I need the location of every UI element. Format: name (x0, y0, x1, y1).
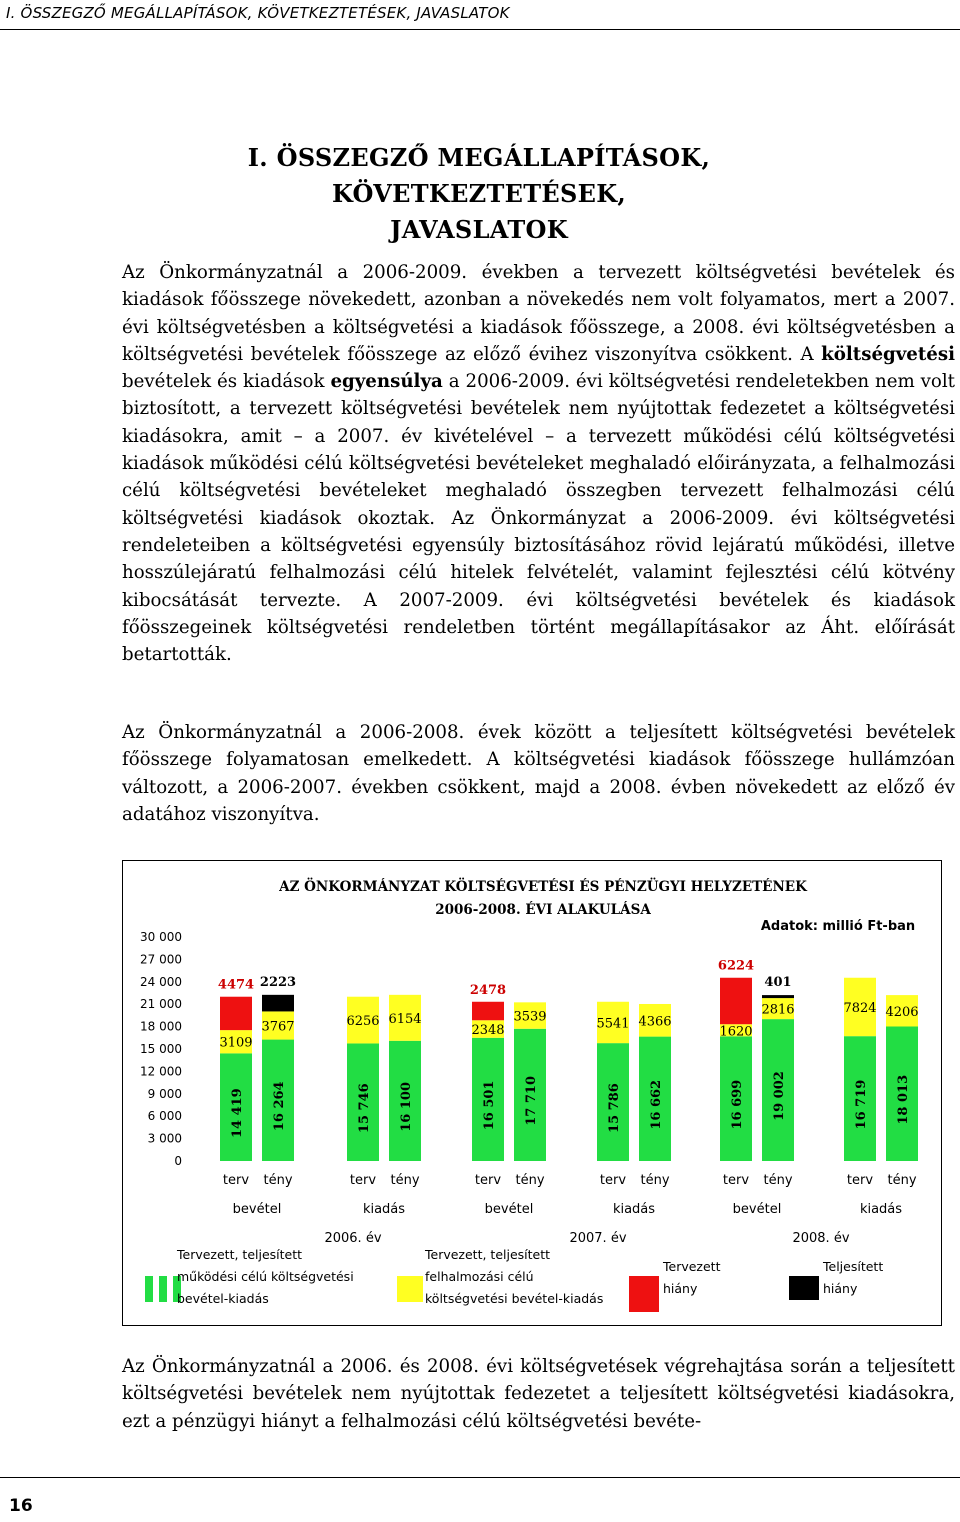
capital-value-label: 6154 (388, 1011, 422, 1027)
realized-deficit-bar-segment (262, 995, 294, 1012)
legend-label: Teljesített (823, 1259, 884, 1274)
capital-value-label: 3539 (513, 1009, 547, 1025)
operating-value-label: 15 746 (357, 1083, 372, 1134)
x-group-label: bevétel (484, 1202, 534, 1217)
planned-deficit-value-label: 4474 (217, 977, 255, 993)
y-tick-label: 0 (174, 1154, 182, 1168)
x-category-label: terv (722, 1173, 750, 1188)
running-header-text: I. ÖSSZEGZŐ MEGÁLLAPÍTÁSOK, KÖVETKEZTETÉSEK, JAVASLATOK (6, 4, 510, 22)
x-category-label: terv (349, 1173, 377, 1188)
paragraph-1 (122, 259, 955, 668)
x-category-label: terv (474, 1173, 502, 1188)
operating-value-label: 16 264 (272, 1081, 287, 1132)
operating-value-label: 16 662 (649, 1079, 664, 1130)
legend-label: bevétel-kiadás (177, 1291, 269, 1306)
y-tick-label: 24 000 (140, 974, 182, 989)
legend-label: Tervezett, teljesített (177, 1247, 303, 1262)
legend-swatch-capital (397, 1276, 423, 1302)
paragraph-1-part2: bevételek és kiadások (122, 371, 331, 393)
planned-deficit-bar-segment (720, 978, 752, 1024)
capital-value-label: 7824 (843, 1000, 877, 1016)
paragraph-1-bold2: egyensúlya (330, 371, 443, 393)
x-year-label: 2007. év (569, 1231, 627, 1246)
x-group-label: kiadás (362, 1202, 406, 1217)
page-number: 16 (9, 1496, 33, 1516)
capital-value-label: 3109 (219, 1035, 253, 1051)
x-group-label: kiadás (859, 1202, 903, 1217)
capital-value-label: 5541 (596, 1016, 630, 1032)
y-tick-label: 3 000 (147, 1131, 182, 1146)
x-category-label: terv (222, 1173, 250, 1188)
operating-value-label: 14 419 (230, 1088, 245, 1139)
capital-value-label: 2816 (761, 1002, 795, 1018)
legend-label: működési célú költségvetési (177, 1269, 354, 1284)
chart-title-line1: AZ ÖNKORMÁNYZAT KÖLTSÉGVETÉSI ÉS PÉNZÜGYI HELYZETÉNEK (279, 879, 807, 895)
x-group-label: bevétel (732, 1202, 782, 1217)
legend-swatch-planned-deficit (629, 1276, 659, 1312)
operating-value-label: 18 013 (896, 1074, 911, 1125)
capital-value-label: 4206 (885, 1004, 919, 1020)
header-rule (0, 29, 960, 30)
y-tick-label: 27 000 (140, 952, 182, 967)
x-category-label: terv (846, 1173, 874, 1188)
y-tick-label: 12 000 (140, 1064, 182, 1079)
x-category-label: tény (763, 1173, 793, 1188)
capital-value-label: 1620 (719, 1024, 753, 1040)
x-category-label: tény (263, 1173, 293, 1188)
operating-value-label: 16 100 (399, 1082, 414, 1132)
chart-title-line2: 2006-2008. ÉVI ALAKULÁSA (435, 902, 651, 918)
paragraph-1-part3: a 2006-2009. évi költségvetési rendeletekben nem volt biztosított, a tervezett költségvetési bevételek nem nyújtottak fedezetet a költségvetési kiadásokra, amit – a 2007. év kivételével – a tervezett működési célú költségvetési kiadások működési célú költségvetési bevételeket meghaladó előirányzata, a felhalmozási célú költségvetési bevételeket meghaladó összegben tervezett felhalmozási célú költségvetési kiadások okoztak. Az Önkormányzat a 2006-2009. évi költségvetési rendeleteiben a költségvetési egyensúly biztosításához rövid lejáratú működési, illetve hosszúlejáratú felhalmozási célú hitelek felvételét, valamint fejlesztési célú kötvény kibocsátását tervezte. A 2007-2009. évi költségvetési bevételek és kiadások főösszegeinek költségvetési rendeletben történt megállapításakor az Áht. előírását betartották. (122, 371, 955, 666)
legend-label: Tervezett (663, 1259, 721, 1274)
footer-rule (0, 1477, 960, 1478)
x-group-label: kiadás (612, 1202, 656, 1217)
legend-label: hiány (823, 1281, 858, 1296)
y-tick-label: 9 000 (147, 1086, 182, 1101)
legend-label: felhalmozási célú (425, 1269, 534, 1284)
capital-value-label: 6256 (346, 1014, 380, 1030)
operating-value-label: 17 710 (524, 1075, 539, 1126)
operating-value-label: 19 002 (772, 1071, 787, 1121)
legend-label: Tervezett, teljesített (425, 1247, 551, 1262)
planned-deficit-bar-segment (472, 1002, 504, 1021)
planned-deficit-value-label: 2478 (469, 982, 507, 998)
operating-value-label: 16 699 (730, 1079, 745, 1130)
chapter-title (122, 140, 836, 248)
operating-value-label: 16 719 (854, 1079, 869, 1130)
legend-swatch-operating (159, 1276, 167, 1302)
y-tick-label: 15 000 (140, 1042, 182, 1056)
paragraph-1-part1: Az Önkormányzatnál a 2006-2009. években a tervezett költségvetési bevételek és kiadások főösszege növekedett, azonban a növekedés nem volt folyamatos, mert a 2007. évi költségvetésben a költségvetési a kiadások főösszege, a 2008. évi költségvetésben a költségvetési bevételek főösszege az előző évihez viszonyítva csökkent. A (122, 262, 955, 365)
y-tick-label: 6 000 (147, 1109, 182, 1124)
capital-value-label: 3767 (261, 1019, 295, 1035)
budget-chart (123, 861, 941, 1325)
chapter-title-line1: I. ÖSSZEGZŐ MEGÁLLAPÍTÁSOK, KÖVETKEZTETÉSEK, (247, 143, 711, 208)
chart-unit-note: Adatok: millió Ft-ban (760, 919, 916, 934)
legend-label: hiány (663, 1281, 698, 1296)
legend-label: költségvetési bevétel-kiadás (425, 1291, 604, 1306)
budget-chart-figure (122, 860, 942, 1326)
paragraph-3: Az Önkormányzatnál a 2006. és 2008. évi költségvetések végrehajtása során a teljesített költségvetési bevételek nem nyújtottak fedezetet a teljesített költségvetési kiadásokra, ezt a pénzügyi hiányt a felhalmozási célú költségvetési bevéte- (122, 1356, 955, 1432)
x-category-label: terv (599, 1173, 627, 1188)
y-tick-label: 21 000 (140, 997, 182, 1012)
running-header (0, 0, 960, 30)
x-group-label: bevétel (232, 1202, 282, 1217)
legend-swatch-realized-deficit (789, 1276, 819, 1300)
y-tick-label: 18 000 (140, 1019, 182, 1034)
planned-deficit-bar-segment (220, 997, 252, 1030)
paragraph-2: Az Önkormányzatnál a 2006-2008. évek között a teljesített költségvetési bevételek főösszege folyamatosan emelkedett. A költségvetési kiadások főösszege hullámzóan változott, a 2006-2007. években csökkent, majd a 2008. évben növekedett az előző év adatához viszonyítva. (122, 722, 955, 825)
capital-value-label: 4366 (638, 1014, 672, 1030)
planned-deficit-value-label: 6224 (717, 958, 755, 974)
operating-value-label: 16 501 (482, 1080, 497, 1131)
operating-value-label: 15 786 (607, 1083, 622, 1133)
capital-value-label: 2348 (471, 1023, 505, 1039)
paragraph-1-bold1: költségvetési (821, 343, 955, 365)
y-tick-label: 30 000 (140, 930, 182, 944)
realized-deficit-bar-segment (762, 995, 794, 998)
x-category-label: tény (390, 1173, 420, 1188)
x-category-label: tény (887, 1173, 917, 1188)
x-year-label: 2008. év (792, 1231, 850, 1246)
x-year-label: 2006. év (324, 1231, 382, 1246)
legend-swatch-operating (145, 1276, 153, 1302)
x-category-label: tény (640, 1173, 670, 1188)
x-category-label: tény (515, 1173, 545, 1188)
realized-deficit-value-label: 401 (764, 975, 792, 991)
realized-deficit-value-label: 2223 (259, 974, 297, 990)
chapter-title-line2: JAVASLATOK (390, 215, 568, 244)
